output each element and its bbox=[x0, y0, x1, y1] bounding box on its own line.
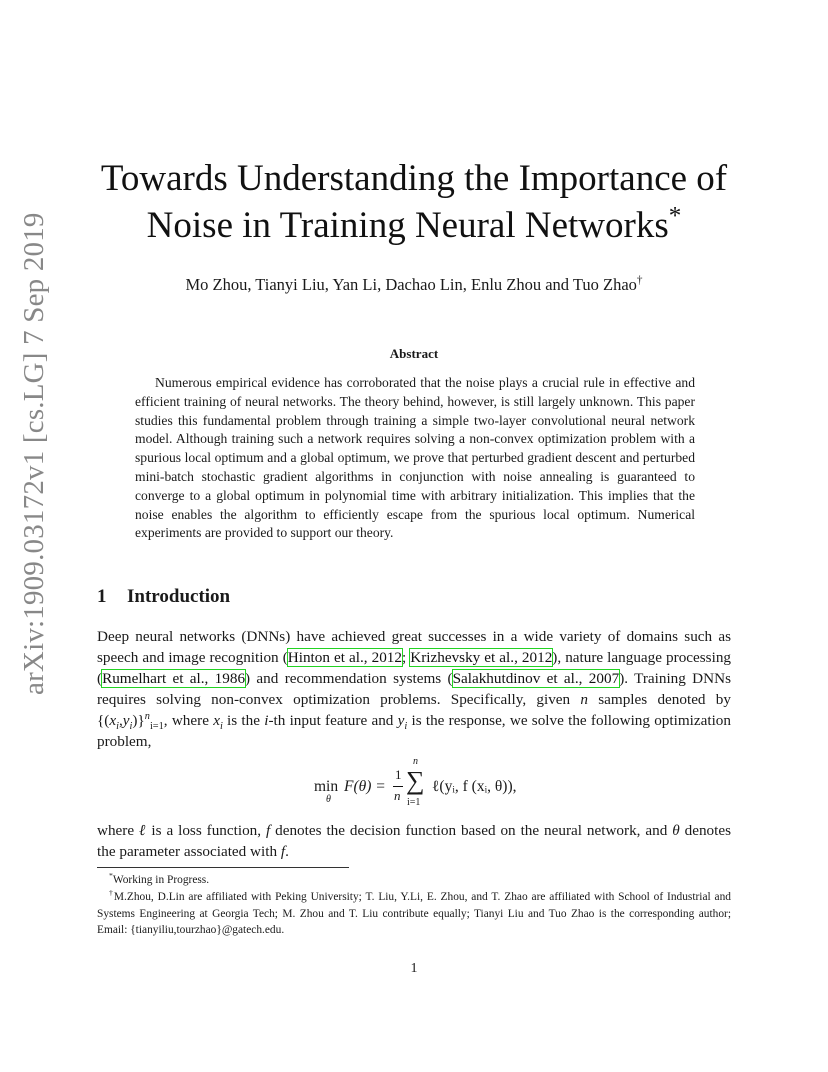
math-n: n bbox=[580, 691, 588, 708]
eq-sum-lower: i=1 bbox=[407, 797, 421, 808]
footnote-2-marker: † bbox=[109, 888, 114, 897]
section-title: Introduction bbox=[127, 586, 231, 607]
title-footnote-marker[interactable]: * bbox=[668, 202, 682, 230]
intro-text-a: Deep neural networks (DNNs) have achieved great successes in a wide variety of domains such as speech and image recognition ( bbox=[97, 628, 731, 666]
math-sub-i-2: i bbox=[129, 721, 133, 733]
footnote-1-text: Working in Progress. bbox=[112, 874, 210, 886]
math-sub-i1: i=1 bbox=[149, 721, 164, 733]
intro-text-j: is the response, we solve the following optimization problem, bbox=[97, 712, 731, 750]
citation-rumelhart[interactable]: Rumelhart et al., 1986 bbox=[102, 670, 246, 687]
arxiv-stamp bbox=[18, 212, 58, 695]
math-x: x bbox=[109, 712, 117, 729]
eq-sum-upper: n bbox=[413, 756, 418, 767]
abstract-body: Numerous empirical evidence has corroborated that the noise plays a crucial rule in effective and efficient training of neural networks. The theory behind, however, is still largely unknown. This paper studies this fundamental problem through training a simple two-layer convolutional neural network model. Although training such a network requires solving a non-convex optimization problem with a spurious local optimum and a global optimum, we prove that perturbed gradient descent and perturbed mini-batch stochastic gradient algorithms in conjunction with noise annealing is guaranteed to converge to a global optimum in polynomial time with arbitrary initialization. This implies that the noise enables the algorithm to efficiently escape from the spurious local optimum. Numerical experiments are provided to support our theory. bbox=[135, 375, 695, 541]
author-list bbox=[60, 275, 768, 295]
intro-text-h: is the bbox=[222, 712, 265, 729]
math-sub-i: i bbox=[116, 721, 119, 733]
intro-text-i: -th input feature and bbox=[268, 712, 398, 729]
footnote-1 bbox=[97, 872, 731, 889]
eq-min-subscript: θ bbox=[326, 794, 331, 805]
intro-text-f: )} bbox=[132, 712, 145, 729]
title-line-2 bbox=[60, 202, 768, 249]
intro-text-c: ) and recommendation systems ( bbox=[245, 670, 453, 687]
post-eq-b: is a loss function, bbox=[146, 822, 266, 839]
authors-footnote-marker[interactable]: † bbox=[636, 274, 643, 287]
optimization-equation bbox=[310, 756, 570, 812]
math-y-2: y bbox=[397, 712, 405, 729]
math-comma: , bbox=[118, 712, 123, 729]
intro-paragraph bbox=[97, 626, 731, 752]
math-x-2: x bbox=[213, 712, 220, 729]
eq-body: ℓ(yᵢ, f (xᵢ, θ)), bbox=[432, 778, 517, 795]
math-ell: ℓ bbox=[139, 822, 147, 839]
math-sup-n: n bbox=[144, 710, 150, 722]
post-eq-c: denotes the decision function based on the neural network, and bbox=[270, 822, 673, 839]
arxiv-stamp-text: arXiv:1909.03172v1 [cs.LG] 7 Sep 2019 bbox=[18, 212, 50, 695]
intro-text-g: , where bbox=[163, 712, 214, 729]
section-number: 1 bbox=[97, 586, 107, 607]
math-sub-i-4: i bbox=[404, 721, 408, 733]
intro-sep-1: ; bbox=[401, 649, 411, 666]
intro-text-b: ), nature language processing ( bbox=[97, 649, 732, 687]
post-eq-e: . bbox=[285, 843, 289, 860]
citation-salakhutdinov[interactable]: Salakhutdinov et al., 2007 bbox=[452, 670, 620, 687]
math-y: y bbox=[122, 712, 130, 729]
footnote-1-marker: * bbox=[109, 871, 113, 881]
post-eq-a: where bbox=[97, 822, 140, 839]
math-i-word: i bbox=[264, 712, 269, 729]
eq-min: min bbox=[314, 778, 339, 795]
post-equation-paragraph bbox=[97, 820, 731, 862]
eq-fraction-numerator: 1 bbox=[395, 767, 402, 782]
math-f: f bbox=[265, 822, 271, 839]
post-eq-d: denotes the parameter associated with bbox=[97, 822, 732, 860]
citation-hinton[interactable]: Hinton et al., 2012 bbox=[287, 649, 402, 666]
footnote-divider bbox=[97, 867, 349, 868]
math-sub-i-3: i bbox=[219, 721, 223, 733]
eq-fraction-denominator: n bbox=[394, 788, 401, 803]
eq-lhs: F(θ) = bbox=[344, 778, 386, 795]
section-heading-introduction bbox=[97, 586, 230, 608]
eq-fraction-bar bbox=[393, 786, 403, 787]
paper-title bbox=[60, 155, 768, 249]
math-theta: θ bbox=[672, 822, 680, 839]
intro-text-e: samples denoted by {( bbox=[97, 691, 731, 729]
footnote-2 bbox=[97, 889, 731, 939]
footnotes bbox=[97, 872, 731, 939]
title-line-2-text: Noise in Training Neural Networks bbox=[146, 205, 669, 246]
citation-krizhevsky[interactable]: Krizhevsky et al., 2012 bbox=[410, 649, 553, 666]
intro-text-d: ). Training DNNs requires solving non-convex optimization problems. Specifically, given bbox=[97, 670, 731, 708]
eq-sum-symbol: ∑ bbox=[406, 766, 425, 795]
footnote-2-text: M.Zhou, D.Lin are affiliated with Peking University; T. Liu, Y.Li, E. Zhou, and T. Zhao are affiliated with School of Industrial and Systems Engineering at Georgia Tech; M. Zhou and T. Liu contribute equally; Tianyi Liu and Tuo Zhao is the corresponding author; Email: {tianyiliu,tourzhao}@gatech.edu. bbox=[97, 890, 732, 937]
math-f-2: f bbox=[280, 843, 286, 860]
title-line-1: Towards Understanding the Importance of bbox=[100, 158, 728, 199]
page-number: 1 bbox=[410, 961, 418, 976]
abstract-heading: Abstract bbox=[389, 346, 439, 361]
authors-text: Mo Zhou, Tianyi Liu, Yan Li, Dachao Lin, Enlu Zhou and Tuo Zhao bbox=[185, 275, 637, 294]
